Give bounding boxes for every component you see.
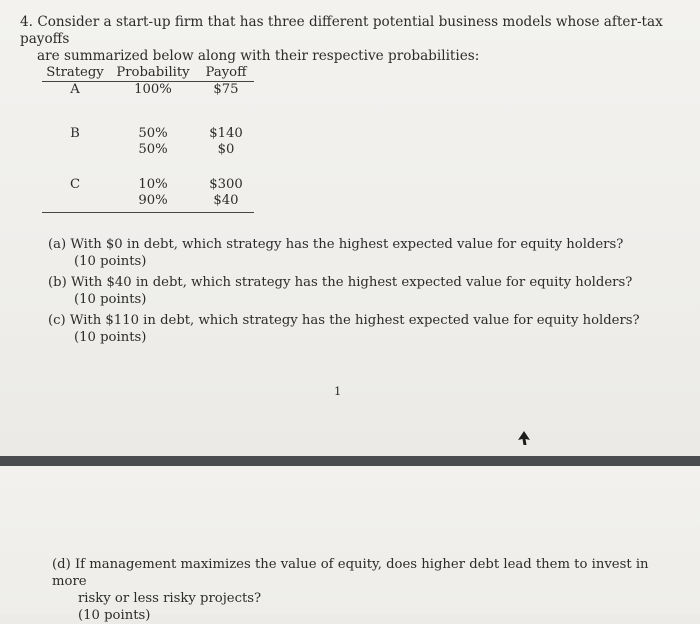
question-intro-line1: Consider a start-up firm that has three different potential business models whose after-tax payoffs (20, 14, 663, 47)
table-row (42, 142, 254, 159)
cursor-arrow-icon (518, 431, 530, 445)
part-points: (10 points) (78, 608, 151, 623)
header-probability: Probability (108, 64, 198, 82)
part-label: (c) (48, 313, 66, 328)
table-row (42, 193, 254, 212)
cell-probability: 10% (138, 176, 168, 192)
part-text: With $0 in debt, which strategy has the highest expected value for equity holders? (70, 237, 624, 252)
cell-payoff: $140 (209, 125, 243, 141)
table-row (42, 159, 254, 194)
part-text: With $110 in debt, which strategy has the highest expected value for equity holders? (69, 313, 640, 328)
cell-payoff: $300 (209, 176, 243, 192)
header-payoff: Payoff (198, 64, 254, 82)
sub-questions (48, 236, 668, 350)
part-text-line1: If management maximizes the value of equity, does higher debt lead them to invest in more (52, 557, 649, 589)
table-header-row (42, 64, 254, 82)
cell-probability: 90% (108, 193, 198, 212)
part-b (48, 274, 668, 308)
cell-payoff: $75 (213, 82, 239, 97)
cell-strategy (42, 142, 108, 159)
part-points: (10 points) (74, 330, 147, 345)
part-text: With $40 in debt, which strategy has the highest expected value for equity holders? (70, 275, 633, 290)
cell-strategy: A (70, 82, 80, 97)
table-row (42, 82, 254, 99)
header-strategy: Strategy (42, 64, 108, 82)
table-row (42, 99, 254, 143)
part-a (48, 236, 668, 270)
cell-probability: 50% (138, 142, 168, 157)
part-points: (10 points) (74, 254, 147, 269)
question-number: 4. (20, 14, 33, 30)
part-c (48, 312, 668, 346)
page-number: 1 (334, 384, 342, 398)
cell-strategy: C (69, 176, 81, 192)
cell-probability: 50% (138, 125, 168, 141)
part-label: (d) (52, 557, 71, 572)
page-divider (0, 456, 700, 466)
cell-payoff: $0 (217, 142, 235, 157)
question-intro-line2: are summarized below along with their respective probabilities: (37, 48, 480, 64)
part-label: (b) (48, 275, 67, 290)
cell-strategy (42, 193, 108, 212)
part-text-line2: risky or less risky projects? (78, 591, 262, 606)
payoff-table (42, 64, 254, 213)
cell-payoff: $40 (198, 193, 254, 212)
cell-strategy: B (70, 125, 80, 141)
part-label: (a) (48, 237, 67, 252)
part-points: (10 points) (74, 292, 147, 307)
question-intro (20, 14, 690, 65)
cell-probability: 100% (134, 82, 172, 97)
